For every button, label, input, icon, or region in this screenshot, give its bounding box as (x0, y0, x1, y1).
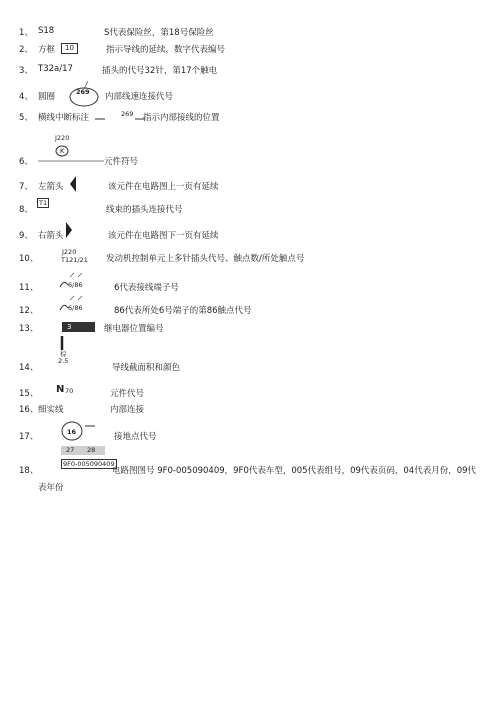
terminal-code: 6/86 (68, 281, 83, 289)
left-arrow-icon (70, 176, 78, 194)
circle-code: 269 (76, 88, 90, 96)
item-6 (0, 134, 496, 171)
item-number: 3、 (19, 66, 33, 76)
item-2 (0, 43, 496, 59)
item-description: 电路图图号 9F0-005090409，9F0代表车型，005代表组号，09代表页码，04代表月份，09代 (112, 466, 477, 476)
multi-pin-connector-code: T121/21 (61, 256, 88, 264)
item-8 (0, 199, 496, 219)
item-description: 元件代号 (110, 389, 145, 399)
component-circle-icon (53, 144, 79, 160)
item-description: 插头的代号32针，第17个触电 (102, 66, 218, 76)
item-description: 导线截面积和颜色 (112, 363, 181, 373)
control-unit-code: J220 (62, 248, 77, 256)
item-label: 右箭头 (38, 231, 64, 241)
item-number: 8、 (19, 205, 33, 215)
item-label: 左箭头 (38, 182, 64, 192)
item-label: 圆圈 (38, 92, 56, 102)
item-number: 18、 (19, 466, 39, 476)
relay-position-block: 3 (62, 322, 95, 332)
item-17 (0, 430, 496, 446)
item-number: 12、 (19, 306, 39, 316)
item-description: 该元件在电路图上一页有延续 (108, 182, 219, 192)
page-number-bar (61, 446, 105, 455)
item-15 (0, 384, 496, 403)
item-number: 15、 (19, 389, 39, 399)
item-description: 内部连接 (110, 405, 145, 415)
item-number: 6、 (19, 157, 33, 167)
item-description: 该元件在电路图下一页有延续 (108, 231, 219, 241)
item-number: 5、 (19, 113, 33, 123)
component-circle-letter: K (60, 147, 65, 155)
component-baseline-icon (38, 159, 108, 165)
component-code: J220 (55, 134, 70, 142)
item-description: 发动机控制单元上多针插头代号、触点数/所处触点号 (106, 254, 305, 264)
item-18 (0, 446, 496, 493)
continuation-box-symbol: 10 (61, 43, 78, 54)
harness-connector-code: T1 (39, 199, 48, 207)
item-description: 继电器位置编号 (104, 324, 164, 334)
item-number: 14、 (19, 363, 39, 373)
left-page-number: 27 (66, 446, 75, 454)
item-number: 4、 (19, 92, 33, 102)
item-description: 线束的插头连接代号 (106, 205, 183, 215)
item-description: 86代表所处6号端子的第86触点代号 (114, 306, 252, 316)
item-description: 指示内部接线的位置 (143, 113, 220, 123)
item-number: 10、 (19, 254, 39, 264)
item-13 (0, 322, 496, 338)
item-7 (0, 180, 496, 196)
broken-line-icon (95, 116, 117, 124)
item-1 (0, 26, 496, 42)
item-label: 方框 (38, 45, 56, 55)
item-description: 内部线速连接代号 (105, 92, 174, 102)
item-11 (0, 281, 496, 297)
wire-cross-section: 2.5 (58, 357, 69, 365)
item-number: 13、 (19, 324, 39, 334)
item-description: 指示导线的延续，数字代表编号 (106, 45, 226, 55)
item-description-continued: 表年份 (38, 483, 64, 493)
terminal-code: 6/86 (68, 304, 83, 312)
item-label: 横线中断标注 (38, 113, 90, 123)
item-12 (0, 304, 496, 320)
item-description: 接地点代号 (114, 432, 157, 442)
item-9 (0, 229, 496, 245)
item-3 (0, 64, 496, 80)
item-4 (0, 90, 496, 106)
interruption-mark: 269 (121, 110, 134, 118)
ground-point-code: 16 (67, 428, 77, 436)
component-letter: N (56, 384, 65, 395)
component-number: 70 (65, 387, 74, 395)
item-number: 17、 (19, 432, 39, 442)
item-10 (0, 248, 496, 268)
item-description: 元件符号 (104, 157, 139, 167)
item-14 (0, 350, 496, 377)
item-5 (0, 111, 496, 127)
item-label: 细实线 (38, 405, 64, 415)
right-arrow-icon (66, 222, 74, 240)
connector-code: T32a/17 (38, 64, 73, 74)
item-description: S代表保险丝，第18号保险丝 (104, 28, 214, 38)
fuse-code: S18 (38, 26, 55, 36)
item-16 (0, 403, 496, 419)
item-number: 7、 (19, 182, 33, 192)
item-number: 2、 (19, 45, 33, 55)
item-description: 6代表接线端子号 (114, 283, 179, 293)
right-page-number: 28 (87, 446, 96, 454)
item-number: 16、 (19, 405, 39, 415)
item-number: 11、 (19, 283, 39, 293)
drawing-number-box: 9F0-005090409 (63, 460, 115, 468)
wire-color: 棕 (60, 350, 67, 358)
item-number: 9、 (19, 231, 33, 241)
item-number: 1、 (19, 28, 33, 38)
